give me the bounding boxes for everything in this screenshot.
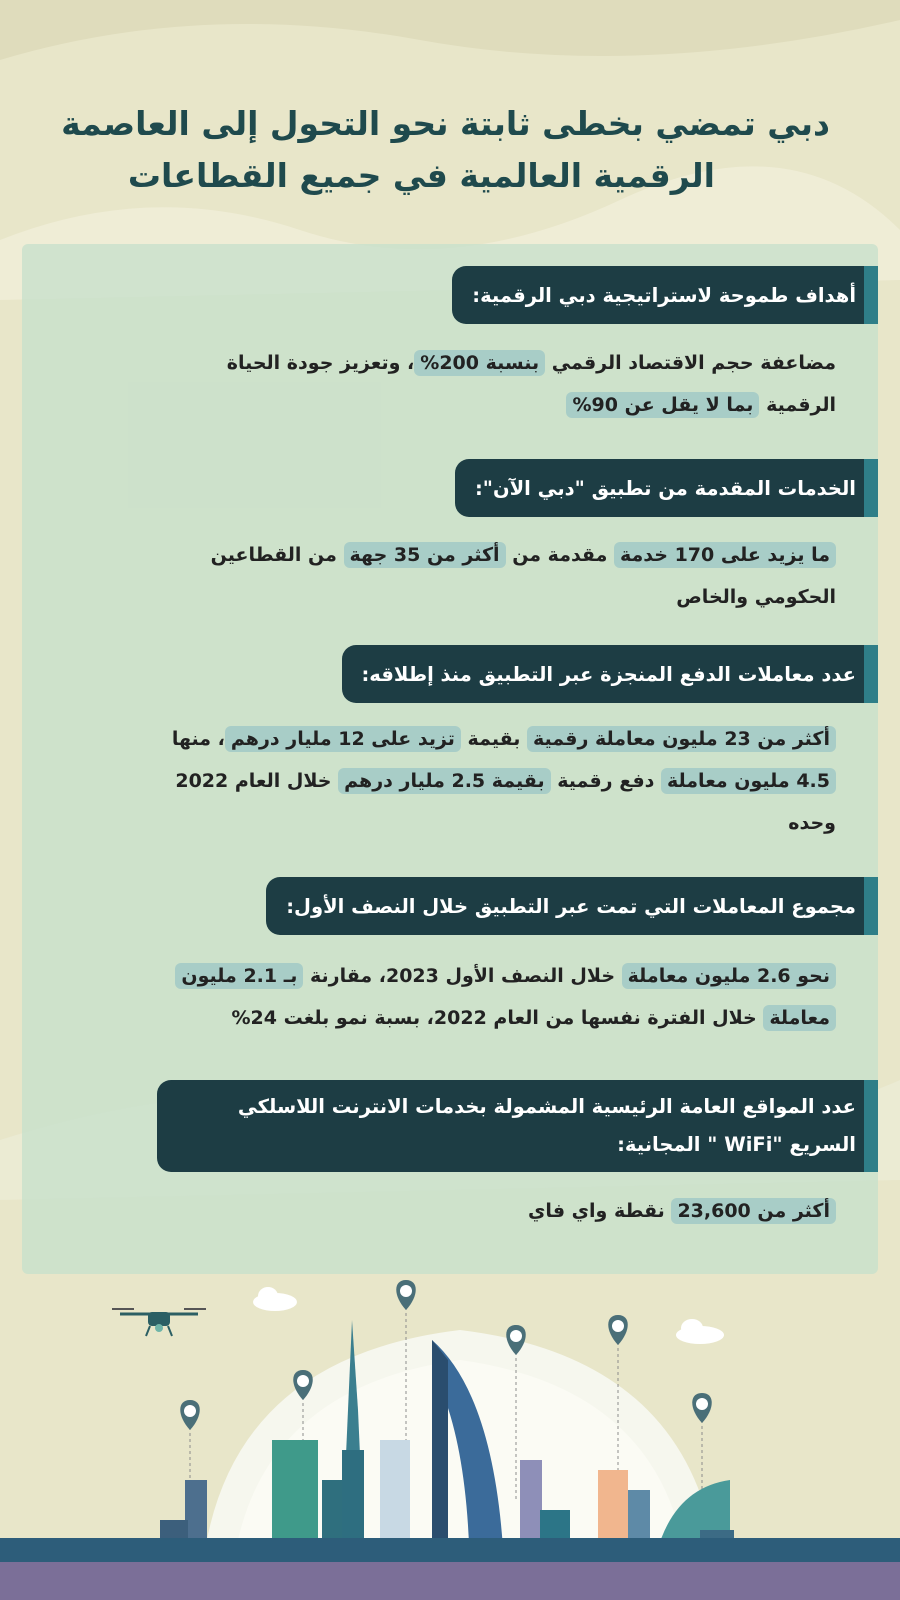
body-text: دفع رقمية xyxy=(550,770,662,792)
body-text: بقيمة xyxy=(460,728,527,750)
highlighted-figure: بما لا يقل عن 90% xyxy=(566,392,759,418)
pin-car-icon xyxy=(692,1393,712,1423)
highlighted-figure: أكثر من 23,600 xyxy=(671,1198,836,1224)
highlighted-figure: 4.5 مليون معاملة xyxy=(661,768,836,794)
body-line xyxy=(227,384,836,426)
section-5-body xyxy=(528,1190,836,1232)
body-line xyxy=(172,718,836,760)
highlighted-figure: أكثر من 35 جهة xyxy=(344,542,506,568)
pin-atm-icon xyxy=(608,1315,628,1345)
title-line-1: دبي تمضي بخطى ثابتة نحو التحول إلى العاصمة xyxy=(61,104,830,143)
body-text: مقدمة من xyxy=(505,544,614,566)
body-line xyxy=(175,955,836,997)
body-line xyxy=(175,997,836,1039)
body-line xyxy=(172,760,836,802)
highlighted-figure: نحو 2.6 مليون معاملة xyxy=(622,963,836,989)
city-skyline-illustration xyxy=(0,1280,900,1600)
highlighted-figure: بقيمة 2.5 مليار درهم xyxy=(338,768,550,794)
body-text: ، وتعزيز جودة الحياة xyxy=(226,352,415,374)
body-line xyxy=(227,342,836,384)
body-text: خلال النصف الأول 2023، مقارنة xyxy=(303,965,622,987)
pin-gears-icon xyxy=(396,1280,416,1310)
pin-plug-icon xyxy=(180,1400,200,1430)
body-text: الحكومي والخاص xyxy=(676,586,836,608)
body-text: وحده xyxy=(788,812,836,834)
body-line xyxy=(528,1190,836,1232)
section-3-body xyxy=(172,718,836,844)
body-text: نقطة واي فاي xyxy=(528,1200,672,1222)
section-3-heading: عدد معاملات الدفع المنجزة عبر التطبيق منذ إطلاقه: xyxy=(342,645,879,703)
section-4-body xyxy=(175,955,836,1039)
section-1-heading: أهداف طموحة لاستراتيجية دبي الرقمية: xyxy=(452,266,878,324)
highlighted-figure: ما يزيد على 170 خدمة xyxy=(614,542,836,568)
body-text: ، منها xyxy=(171,728,225,750)
highlighted-figure: أكثر من 23 مليون معاملة رقمية xyxy=(527,726,836,752)
highlighted-figure: بنسبة 200% xyxy=(414,350,545,376)
body-line xyxy=(211,576,836,618)
body-text: خلال الفترة نفسها من العام 2022، بسبة نمو بلغت 24% xyxy=(231,1007,764,1029)
highlighted-figure: تزيد على 12 مليار درهم xyxy=(225,726,461,752)
highlighted-figure: بـ 2.1 مليون xyxy=(175,963,303,989)
section-2-heading: الخدمات المقدمة من تطبيق "دبي الآن": xyxy=(455,459,878,517)
cloud-icon xyxy=(253,1287,297,1311)
body-text: الرقمية xyxy=(759,394,836,416)
highlighted-figure: معاملة xyxy=(763,1005,836,1031)
drone-icon xyxy=(112,1309,206,1336)
section-1-body xyxy=(227,342,836,426)
body-line xyxy=(172,802,836,844)
cloud-icon xyxy=(676,1319,724,1344)
page-title xyxy=(60,98,830,202)
body-text: من القطاعين xyxy=(210,544,344,566)
body-text: مضاعفة حجم الاقتصاد الرقمي xyxy=(545,352,836,374)
section-5-heading: عدد المواقع العامة الرئيسية المشمولة بخدمات الانترنت اللاسلكي السريع "WiFi " المجانية: xyxy=(157,1080,878,1172)
body-line xyxy=(211,534,836,576)
body-text: خلال العام 2022 xyxy=(175,770,339,792)
section-4-heading: مجموع المعاملات التي تمت عبر التطبيق خلال النصف الأول: xyxy=(266,877,878,935)
title-line-2: الرقمية العالمية في جميع القطاعات xyxy=(127,156,715,195)
section-2-body xyxy=(211,534,836,618)
